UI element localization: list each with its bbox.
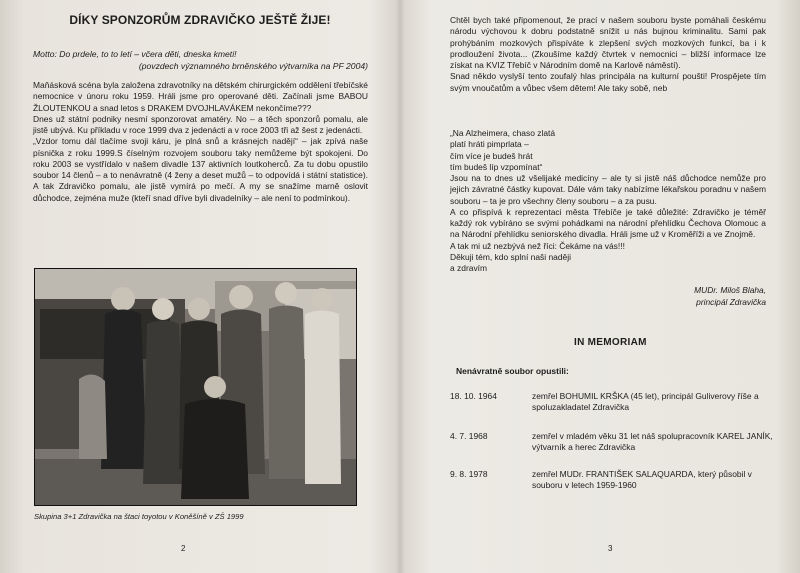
poem-line: „Na Alzheimera, chaso zlatá (450, 128, 556, 138)
paragraph: Snad někdo vyslyší tento zoufalý hlas principála na kulturní poušti! Prospějete tím svým vnoučatům a vůbec všem dětem! Ale taky sobě, neb (450, 71, 766, 93)
page-number: 3 (608, 544, 613, 553)
poem-line: platí hráti pimprlata – (450, 139, 529, 150)
paragraph: Jsou na to dnes už všelijaké medicíny – ale ty si jistě náš důchodce nemůže pro jejich závratné částky kupovat. Dále vám taky nabízíme lékařskou poradnu v našem souboru – ta je pro všechny členy souboru – a za pusu. (450, 173, 766, 206)
memoriam-date: 9. 8. 1978 (450, 469, 488, 479)
poem (450, 128, 555, 173)
closing-line: Děkuji tém, kdo splní naši naději (450, 251, 572, 262)
paragraph: A co přispívá k reprezentaci města Třebíče je také důležité: Zdravičko je téměř každý rok vybíráno se svými pohádkami na národní přehlídku Čechova Olomouc a na Národní přehlídku seniorského divadla. Hráli jsme už v Kroměříži a ve Znojmě. (450, 206, 766, 240)
right-body-text-2 (450, 173, 766, 274)
right-page (401, 0, 800, 573)
closing-line: A tak mi už nezbývá než říci: Čekáme na vás!!! (450, 240, 625, 251)
left-body-text (33, 80, 368, 204)
memoriam-text: zemřel BOHUMIL KRŠKA (45 let), principál Guliverovy říše a spoluzakladatel Zdravička (532, 391, 759, 413)
memoriam-text: zemřel MUDr. FRANTIŠEK SALAQUARDA, který působil v souboru v letech 1959-1960 (532, 469, 752, 491)
signature (601, 284, 766, 308)
paragraph: Chtěl bych také připomenout, že prací v našem souboru byste pomáhali českému národu výchovou k dobru podstatně snížit u nás bujnou kriminalitu. Sami pak prohýbáním mozkových přispíváte k zlepšení svých mozkových funkcí, ba i k prodloužení života... (Zkoušíme každý čtvrtek v nemocnici – bližší informace lze získat na KVIZ Třebíč v Národním domě na Karlově náměstí). (450, 15, 766, 70)
poem-line: čím více je budeš hrát (450, 150, 533, 161)
article-title: DÍKY SPONZORŮM ZDRAVIČKO JEŠTĚ ŽIJE! (69, 13, 331, 27)
closing-line: a zdravím (450, 263, 488, 273)
motto-attribution: (povzdech významného brněnského výtvarníka na PF 2004) (138, 61, 368, 71)
signature-name: MUDr. Miloš Blaha, (694, 285, 766, 295)
page-number: 2 (181, 544, 186, 553)
signature-role: principál Zdravička (696, 297, 766, 307)
group-photo (34, 268, 357, 506)
left-page (0, 0, 399, 573)
photo-caption: Skupina 3+1 Zdravička na štaci toyotou v Koněšíně v ZŠ 1999 (34, 512, 244, 521)
memoriam-subtitle: Nenávratně soubor opustili: (456, 366, 569, 376)
paragraph: Dnes už státní podniky nesmí sponzorovat amatéry. No – a těch sponzorů pomalu, ale jistě ubývá. Ku příkladu v roce 1999 dva z jedenácti a v roce 2003 tři až šest z jedenácti. (33, 113, 368, 135)
paragraph: „Vzdor tomu dál tlačíme svoji káru, je plná snů a krásnejch nadějí“ – jak zpívá naše písnička z roku 1999.S číselným rozvojem souboru taky nemůžeme být spokojeni. Do roku 2003 se vystřídalo v našem divadle 137 aktivních loutkoherců. Za tu dobu opustilo soubor 14 členů – a to nenávratně (4 ženy a deset mužů – to odpovídá i státní statistice). A tak Zdravičko pomalu, ale jistě vymírá po mečí. A my se snažíme marně oslovit důchodce, zejména muže (kteří snad dříve byli divadelníky – ale není to podmínkou). (33, 136, 368, 203)
memoriam-date: 4. 7. 1968 (450, 431, 488, 441)
motto (33, 48, 368, 72)
group-photo-image (35, 269, 356, 505)
memoriam-date: 18. 10. 1964 (450, 391, 497, 401)
motto-line: Motto: Do prdele, to to letí – včera děti, dneska kmeti! (33, 49, 237, 59)
poem-line: tím budeš líp vzpomínat“ (450, 161, 543, 172)
memoriam-text: zemřel v mladém věku 31 let náš spolupracovník KAREL JANÍK, výtvarník a herec Zdravička (532, 431, 773, 453)
right-body-text (450, 15, 766, 94)
memoriam-title: IN MEMORIAM (574, 337, 647, 348)
paragraph: Maňásková scéna byla založena zdravotníky na dětském chirurgickém oddělení třebíčské nemocnice v únoru roku 1959. Hráli jsme pro operované děti. Začínali jsme BABOU ŽLOUTENKOU a snad letos s DRAKEM DVOJHLAVÁKEM nekončíme??? (33, 80, 368, 113)
